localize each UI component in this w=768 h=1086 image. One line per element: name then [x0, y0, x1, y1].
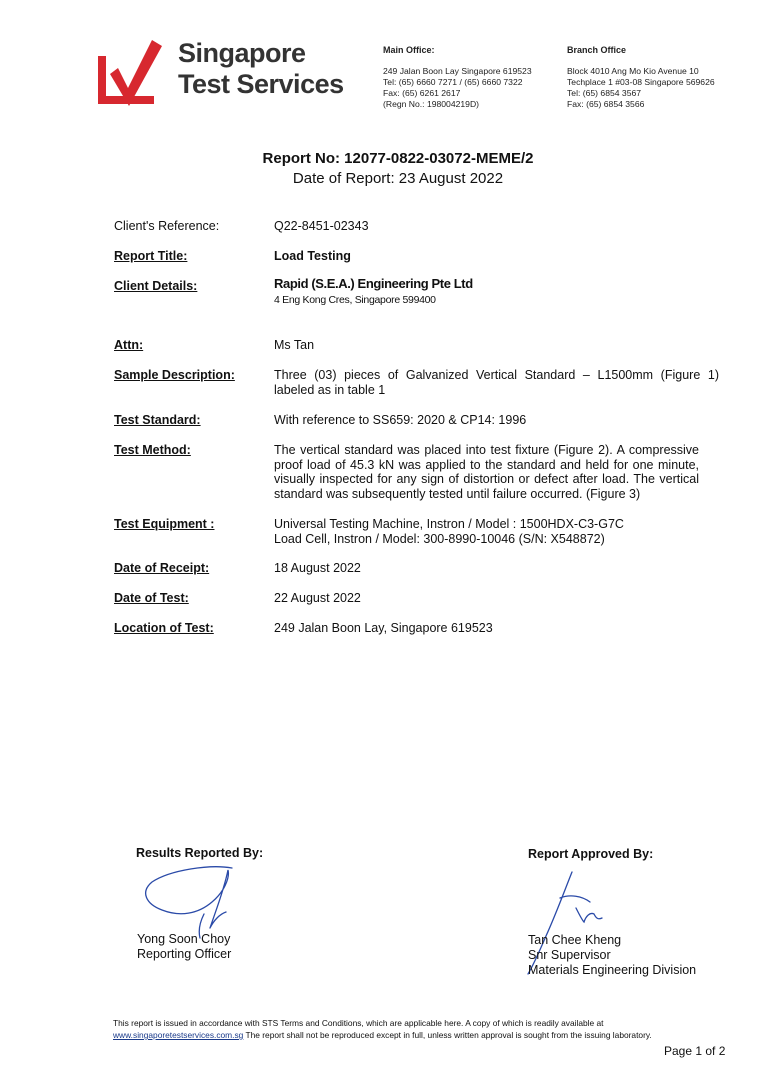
client-details-value: [274, 277, 720, 307]
company-name: [178, 38, 344, 100]
footer-website-link[interactable]: www.singaporetestservices.com.sg: [113, 1030, 244, 1040]
reporting-officer-name: Yong Soon Choy: [137, 932, 231, 946]
footer-disclaimer: [113, 1017, 652, 1041]
company-logo-checkmark: [98, 40, 162, 118]
report-title-value: Load Testing: [274, 249, 351, 263]
test-equipment-label: Test Equipment :: [114, 517, 215, 531]
client-address: 4 Eng Kong Cres, Singapore 599400: [274, 293, 436, 306]
date-of-test-label: Date of Test:: [114, 591, 189, 605]
page-number: Page 1 of 2: [664, 1044, 726, 1058]
branch-office-heading: Branch Office: [567, 45, 627, 55]
test-equipment-value: [274, 517, 720, 546]
footer-text-line-2-rest: The report shall not be reproduced except in full, unless written approval is sought from the issuing laboratory.: [243, 1030, 652, 1040]
reporting-officer-block: [137, 932, 231, 962]
company-name-line2: Test Services: [178, 69, 344, 99]
test-standard-label: Test Standard:: [114, 413, 201, 427]
client-details-label: Client Details:: [114, 279, 198, 293]
company-name-line1: Singapore: [178, 38, 306, 68]
report-number: Report No: 12077-0822-03072-MEME/2: [262, 150, 534, 167]
test-method-value: The vertical standard was placed into test fixture (Figure 2). A compressive proof load of 45.3 kN was applied to the standard and held for one minute, visually inspected for any sign of distortion or defect after load. The vertical standard was subsequently tested until failure occurred. (Figure 3): [274, 443, 699, 501]
supervisor-title: Snr Supervisor: [528, 948, 611, 962]
main-office-address: 249 Jalan Boon Lay Singapore 619523: [383, 66, 532, 76]
date-of-test-value: 22 August 2022: [274, 591, 361, 605]
test-standard-value: With reference to SS659: 2020 & CP14: 1996: [274, 413, 527, 427]
date-of-receipt-label: Date of Receipt:: [114, 561, 210, 575]
footer-text-line-1: This report is issued in accordance with STS Terms and Conditions, which are applicable here. A copy of which is readily available at: [113, 1018, 604, 1028]
report-approved-heading: Report Approved By:: [528, 847, 654, 861]
branch-office-address-2: Techplace 1 #03-08 Singapore 569626: [567, 77, 715, 87]
reporting-officer-signature: [140, 862, 245, 942]
location-of-test-label: Location of Test:: [114, 621, 214, 635]
main-office-regn: (Regn No.: 198004219D): [383, 99, 480, 109]
report-date: Date of Report: 23 August 2022: [292, 170, 504, 187]
main-office-block: [383, 45, 532, 110]
test-equipment-line-1: Universal Testing Machine, Instron / Model : 1500HDX-C3-G7C: [274, 517, 624, 531]
test-method-label: Test Method:: [114, 443, 191, 457]
client-reference-value: Q22-8451-02343: [274, 219, 369, 233]
reporting-officer-title: Reporting Officer: [137, 947, 232, 961]
branch-office-address-1: Block 4010 Ang Mo Kio Avenue 10: [567, 66, 699, 76]
main-office-tel: Tel: (65) 6660 7271 / (65) 6660 7322: [383, 77, 523, 87]
date-of-receipt-value: 18 August 2022: [274, 561, 361, 575]
report-title-label: Report Title:: [114, 249, 188, 263]
client-reference-label: Client's Reference:: [114, 219, 220, 233]
footer-text-line-2: [113, 1029, 652, 1041]
client-name: Rapid (S.E.A.) Engineering Pte Ltd: [274, 276, 473, 291]
sample-description-label: Sample Description:: [114, 368, 235, 382]
attn-label: Attn:: [114, 338, 144, 352]
supervisor-division: Materials Engineering Division: [528, 963, 697, 977]
location-of-test-value: 249 Jalan Boon Lay, Singapore 619523: [274, 621, 493, 635]
attn-value: Ms Tan: [274, 338, 315, 352]
sample-description-value: Three (03) pieces of Galvanized Vertical Standard – L1500mm (Figure 1) labeled as in table 1: [274, 368, 719, 397]
branch-office-block: [567, 45, 715, 110]
test-equipment-line-2: Load Cell, Instron / Model: 300-8990-10046 (S/N: X548872): [274, 531, 605, 546]
branch-office-tel: Tel: (65) 6854 3567: [567, 88, 642, 98]
main-office-heading: Main Office:: [383, 45, 435, 55]
branch-office-fax: Fax: (65) 6854 3566: [567, 99, 645, 109]
supervisor-name: Tan Chee Kheng: [528, 933, 622, 947]
supervisor-block: [528, 933, 696, 978]
main-office-fax: Fax: (65) 6261 2617: [383, 88, 461, 98]
results-reported-heading: Results Reported By:: [136, 846, 264, 860]
